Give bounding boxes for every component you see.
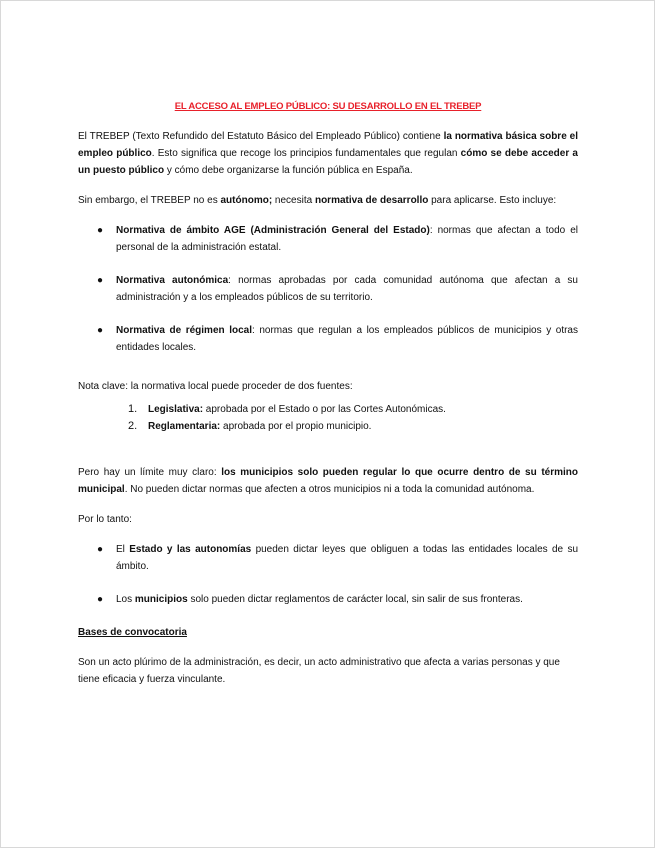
para2-text-3: para aplicarse. Esto incluye: [428, 195, 557, 206]
list-item [78, 541, 578, 575]
development-paragraph [78, 192, 578, 209]
list-item [78, 322, 578, 356]
list-item-bold: Legislativa: [148, 404, 204, 415]
para2-bold-1: autónomo; [220, 195, 273, 206]
list-item-text: : normas que afectan a todo el personal de la administración estatal. [116, 225, 578, 253]
intro-text-2: . Esto significa que recoge los principios fundamentales que regulan [151, 148, 461, 159]
list-item-text: aprobada por el Estado o por las Cortes Autonómicas. [203, 404, 446, 415]
bullet-icon: ● [97, 325, 104, 336]
bullet-icon: ● [97, 544, 104, 555]
intro-paragraph [78, 128, 578, 179]
competence-list [78, 541, 578, 608]
bullet-icon: ● [97, 225, 104, 236]
para3-text-1: Pero hay un límite muy claro: [78, 467, 222, 478]
list-item [78, 418, 578, 435]
para3-text-2: . No pueden dictar normas que afecten a otros municipios ni a toda la comunidad autónoma. [124, 484, 535, 495]
para2-bold-2: normativa de desarrollo [314, 195, 429, 206]
para3-bold-1: los municipios solo pueden regular lo que ocurre dentro de su término municipal [78, 467, 578, 495]
list-item-text: solo pueden dictar reglamentos de carácter local, sin salir de sus fronteras. [187, 594, 523, 605]
list-item-bold: Normativa de ámbito AGE (Administración General del Estado) [116, 225, 430, 236]
list-item [78, 272, 578, 306]
list-item-pre: El [116, 544, 130, 555]
list-item-pre: Los [116, 594, 135, 605]
sources-list [78, 401, 578, 435]
list-item-text: pueden dictar leyes que obliguen a todas las entidades locales de su ámbito. [116, 544, 579, 572]
list-item-bold: Reglamentaria: [148, 421, 221, 432]
list-item-text: aprobada por el propio municipio. [220, 421, 372, 432]
limit-paragraph [78, 464, 578, 498]
intro-text-3: y cómo debe organizarse la función pública en España. [164, 165, 413, 176]
document-body [78, 98, 578, 701]
section-paragraph: Son un acto plúrimo de la administración, es decir, un acto administrativo que afecta a varias personas y que tiene eficacia y fuerza vinculante. [78, 657, 560, 685]
bullet-icon: ● [97, 275, 104, 286]
intro-text-1: El TREBEP (Texto Refundido del Estatuto Básico del Empleado Público) contiene [78, 131, 444, 142]
list-item-bold: Normativa autonómica [116, 275, 229, 286]
list-item [78, 401, 578, 418]
regulation-types-list [78, 222, 578, 356]
intro-bold-2: cómo se debe acceder a un puesto público [78, 148, 578, 176]
bullet-icon: ● [97, 594, 104, 605]
list-item [78, 591, 578, 608]
document-title: EL ACCESO AL EMPLEO PÚBLICO: SU DESARROLLO EN EL TREBEP [174, 101, 482, 112]
list-item-text: : normas que regulan a los empleados públicos de municipios y otras entidades locales. [116, 325, 578, 353]
list-number: 1. [128, 403, 138, 415]
intro-bold-1: la normativa básica sobre el empleo público [78, 131, 578, 159]
therefore-label: Por lo tanto: [78, 514, 132, 525]
para2-text-2: necesita [272, 195, 315, 206]
list-item-bold: Normativa de régimen local [116, 325, 252, 336]
list-item-bold: municipios [134, 594, 188, 605]
list-number: 2. [128, 420, 138, 432]
list-item-bold: Estado y las autonomías [129, 544, 252, 555]
para2-text-1: Sin embargo, el TREBEP no es [78, 195, 221, 206]
list-item-text: : normas aprobadas por cada comunidad autónoma que afectan a su administración y a los empleados públicos de su territorio. [116, 275, 578, 303]
key-note: Nota clave: la normativa local puede proceder de dos fuentes: [78, 381, 353, 392]
list-item [78, 222, 578, 256]
section-heading: Bases de convocatoria [78, 627, 187, 638]
